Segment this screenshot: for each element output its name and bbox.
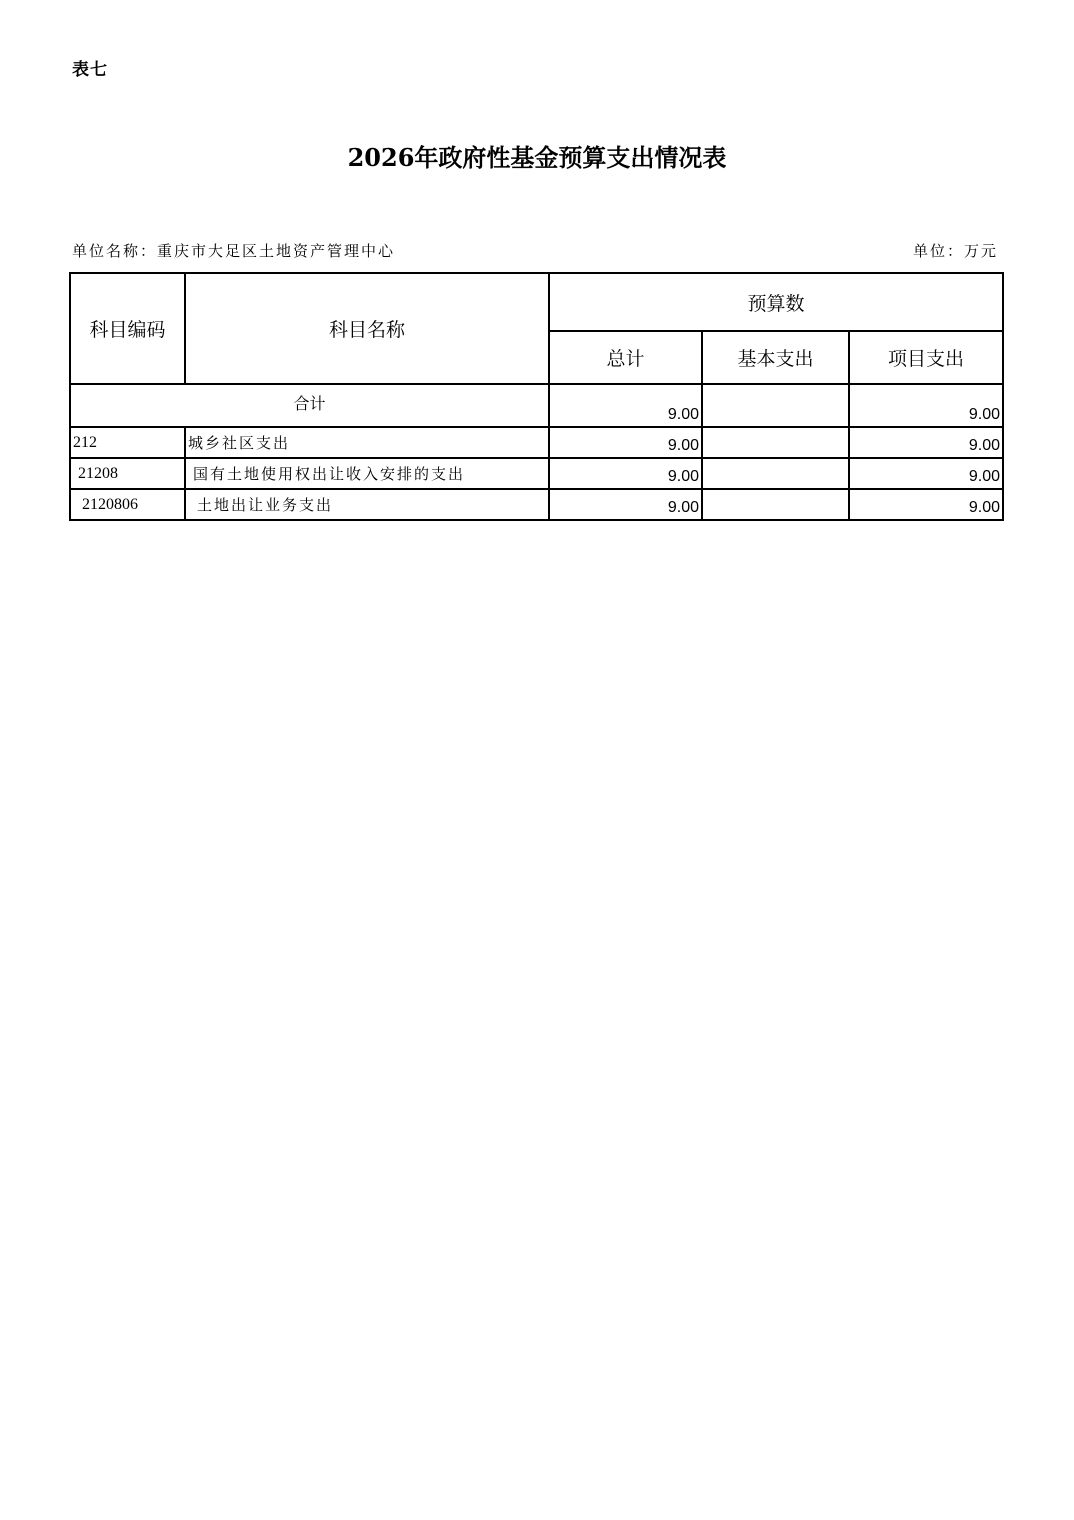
row-code: 21208: [70, 458, 185, 489]
table-row: [70, 458, 1003, 489]
table-row: [70, 489, 1003, 520]
row-code: 2120806: [70, 489, 185, 520]
table-row: [70, 427, 1003, 458]
total-row-total: 9.00: [549, 384, 702, 427]
table-number-label: 表七: [72, 60, 108, 80]
total-row: [70, 384, 1003, 427]
row-total: 9.00: [549, 489, 702, 520]
row-code: 212: [70, 427, 185, 458]
row-basic: [702, 427, 849, 458]
row-name: 城乡社区支出: [185, 427, 549, 458]
header-budget-amount: 预算数: [549, 273, 1003, 331]
total-row-project: 9.00: [849, 384, 1003, 427]
header-project-expenditure: 项目支出: [849, 331, 1003, 384]
header-subject-name: 科目名称: [185, 273, 549, 384]
row-total: 9.00: [549, 458, 702, 489]
row-name: 国有土地使用权出让收入安排的支出: [185, 458, 549, 489]
header-subject-code: 科目编码: [70, 273, 185, 384]
row-project: 9.00: [849, 458, 1003, 489]
total-row-label: 合计: [70, 384, 549, 427]
row-project: 9.00: [849, 427, 1003, 458]
unit-name-label: 单位名称：重庆市大足区土地资产管理中心: [72, 242, 396, 260]
row-total: 9.00: [549, 427, 702, 458]
row-name: 土地出让业务支出: [185, 489, 549, 520]
header-basic-expenditure: 基本支出: [702, 331, 849, 384]
row-basic: [702, 489, 849, 520]
page-title: 2026年政府性基金预算支出情况表: [347, 143, 727, 172]
total-row-basic: [702, 384, 849, 427]
row-basic: [702, 458, 849, 489]
budget-table: [69, 272, 1004, 521]
currency-unit-label: 单位：万元: [912, 242, 998, 260]
row-project: 9.00: [849, 489, 1003, 520]
header-total: 总计: [549, 331, 702, 384]
